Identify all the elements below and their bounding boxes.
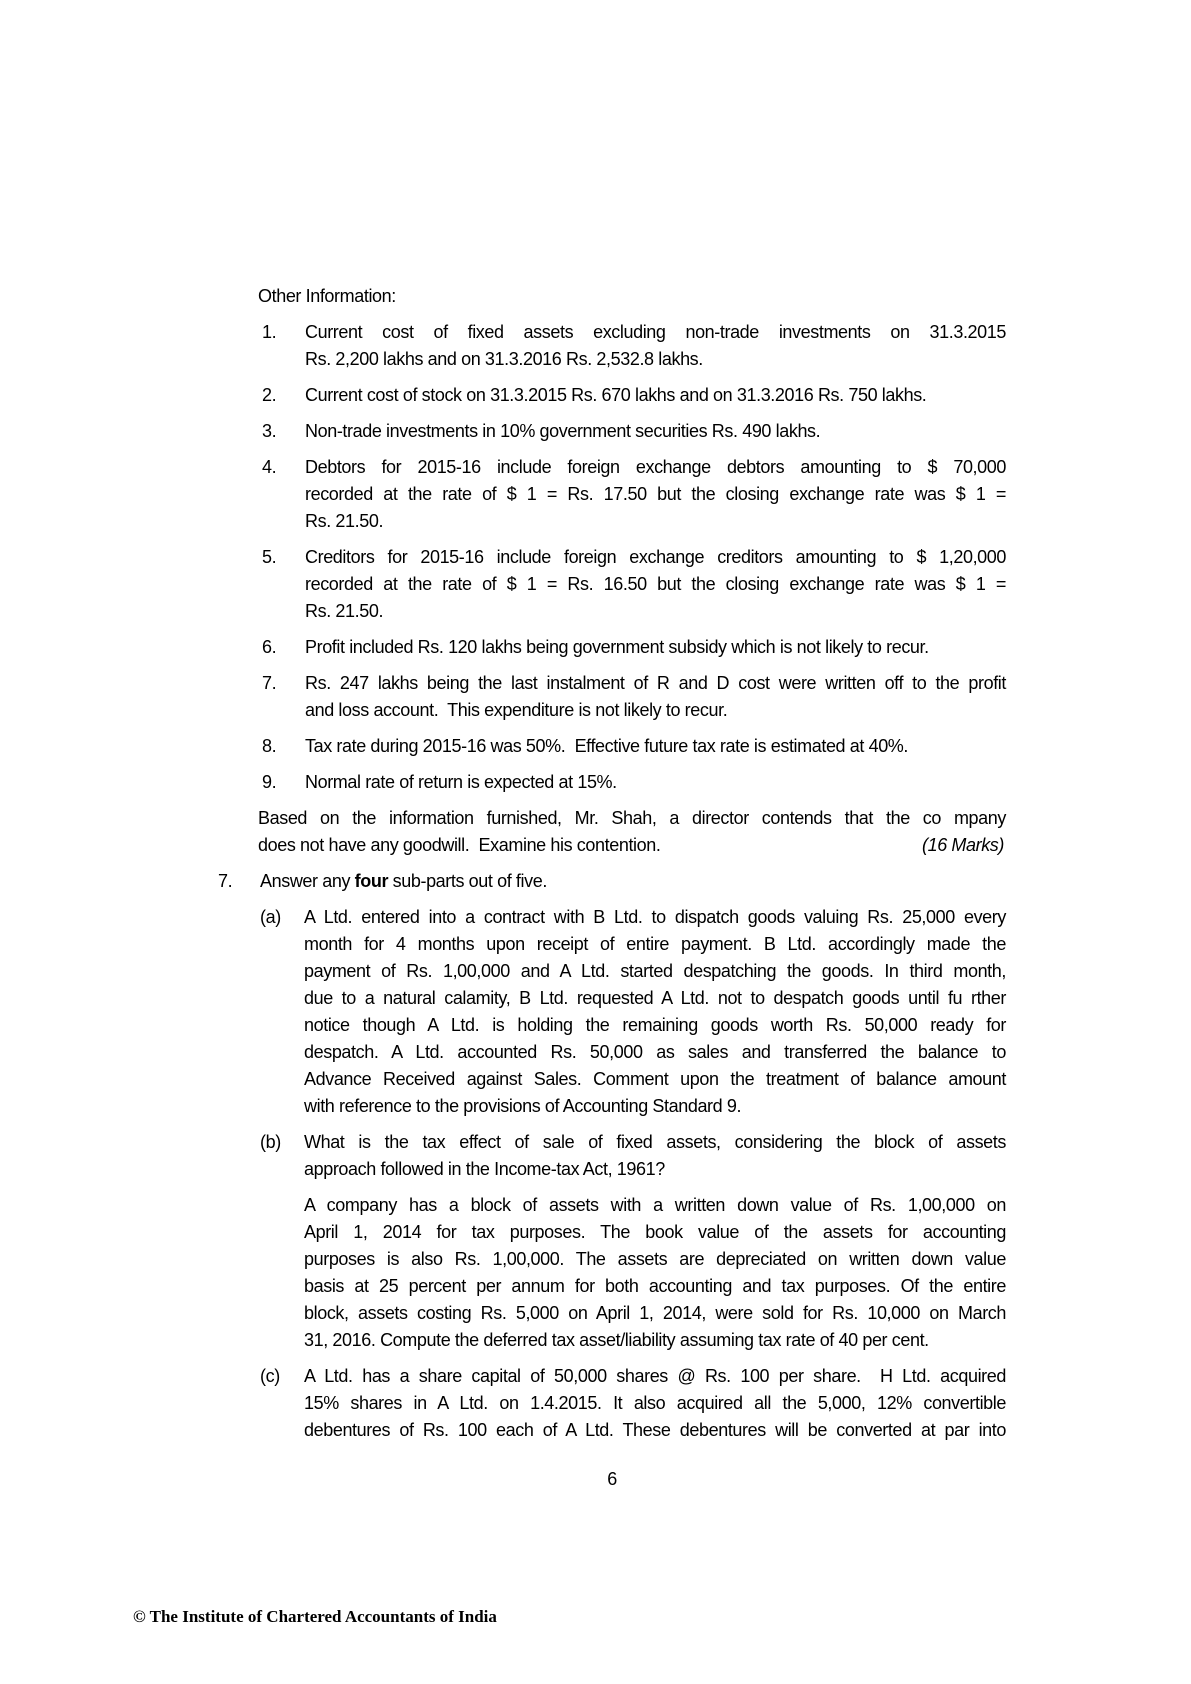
list-item-number: 5.	[262, 547, 277, 567]
document-body	[218, 283, 1006, 1493]
question-7	[218, 868, 1006, 1453]
copyright-footer: © The Institute of Chartered Accountants of India	[133, 1607, 497, 1626]
list-item-number: 9.	[262, 772, 277, 792]
list-item	[258, 544, 1006, 625]
list-item	[258, 319, 1006, 373]
list-item-text: Creditors for 2015-16 include foreign exchange creditors amounting to $ 1,20,000 recorded at the rate of $ 1 = Rs. 16.50 but the closing exchange rate was $ 1 = Rs. 21.50.	[305, 547, 1006, 621]
list-item-number: 8.	[262, 736, 277, 756]
list-item	[258, 454, 1006, 535]
list-item-number: 7.	[262, 673, 277, 693]
page-number: 6	[607, 1469, 617, 1489]
list-item-text: Non-trade investments in 10% government securities Rs. 490 lakhs.	[305, 421, 821, 441]
intro-text: Answer any	[260, 871, 355, 891]
list-item	[258, 733, 1006, 760]
list-item-text: Current cost of fixed assets excluding non-trade investments on 31.3.2015 Rs. 2,200 lakhs and on 31.3.2016 Rs. 2,532.8 lakhs.	[305, 322, 1006, 369]
list-item-number: 3.	[262, 421, 277, 441]
other-info-heading: Other Information:	[258, 286, 396, 306]
subpart-text: A company has a block of assets with a written down value of Rs. 1,00,000 on April 1, 2014 for tax purposes. The book value of the assets for accounting purposes is also Rs. 1,00,000. The assets are depreciated on written down value basis at 25 percent per annum for both accounting and tax purposes. Of the entire block, assets costing Rs. 5,000 on April 1, 2014, were sold for Rs. 10,000 on March 31, 2016. Compute the deferred tax asset/liability assuming tax rate of 40 per cent.	[304, 1195, 1006, 1350]
list-item-text: Current cost of stock on 31.3.2015 Rs. 670 lakhs and on 31.3.2016 Rs. 750 lakhs.	[305, 385, 927, 405]
subpart-label: (c)	[260, 1366, 280, 1386]
list-item	[258, 382, 1006, 409]
subpart-text: A Ltd. has a share capital of 50,000 shares @ Rs. 100 per share. H Ltd. acquired 15% shares in A Ltd. on 1.4.2015. It also acquired all the 5,000, 12% convertible debentures of Rs. 100 each of A Ltd. These debentures will be converted at par into	[304, 1366, 1006, 1440]
intro-bold-text: four	[354, 871, 389, 891]
list-item	[258, 634, 1006, 661]
list-item	[258, 670, 1006, 724]
list-item-number: 4.	[262, 457, 277, 477]
subpart-text: What is the tax effect of sale of fixed assets, considering the block of assets approach followed in the Income-tax Act, 1961?	[304, 1132, 1006, 1179]
list-item-text: Normal rate of return is expected at 15%.	[305, 772, 617, 792]
list-item-number: 2.	[262, 385, 277, 405]
subpart-a	[260, 904, 1006, 1129]
list-item-number: 1.	[262, 322, 277, 342]
list-item	[258, 769, 1006, 796]
subpart-label: (b)	[260, 1132, 281, 1152]
question-number: 7.	[218, 871, 233, 891]
list-item-text: Debtors for 2015-16 include foreign exchange debtors amounting to $ 70,000 recorded at the rate of $ 1 = Rs. 17.50 but the closing exchange rate was $ 1 = Rs. 21.50.	[305, 457, 1006, 531]
question-7-intro	[260, 868, 1006, 895]
list-item-text: Profit included Rs. 120 lakhs being government subsidy which is not likely to recur.	[305, 637, 929, 657]
list-item	[258, 418, 1006, 445]
list-item-text: Rs. 247 lakhs being the last instalment of R and D cost were written off to the profit and loss account. This expenditure is not likely to recur.	[305, 673, 1006, 720]
list-item-text: Tax rate during 2015-16 was 50%. Effective future tax rate is estimated at 40%.	[305, 736, 909, 756]
closing-paragraph-text: Based on the information furnished, Mr. Shah, a director contends that the co mpany does not have any goodwill. Examine his contention.	[258, 808, 1006, 855]
subpart-text: A Ltd. entered into a contract with B Ltd. to dispatch goods valuing Rs. 25,000 every month for 4 months upon receipt of entire payment. B Ltd. accordingly made the payment of Rs. 1,00,000 and A Ltd. started despatching the goods. In third month, due to a natural calamity, B Ltd. requested A Ltd. not to despatch goods until fu rther notice though A Ltd. is holding the remaining goods worth Rs. 50,000 ready for despatch. A Ltd. accounted Rs. 50,000 as sales and transferred the balance to Advance Received against Sales. Comment upon the treatment of balance amount with reference to the provisions of Accounting Standard 9.	[304, 907, 1006, 1116]
marks-label: (16 Marks)	[921, 835, 1004, 855]
closing-paragraph	[258, 805, 1006, 859]
list-item-number: 6.	[262, 637, 277, 657]
subpart-label: (a)	[260, 907, 281, 927]
subpart-c	[260, 1363, 1006, 1453]
intro-text: sub-parts out of five.	[388, 871, 547, 891]
subpart-b	[260, 1129, 1006, 1363]
